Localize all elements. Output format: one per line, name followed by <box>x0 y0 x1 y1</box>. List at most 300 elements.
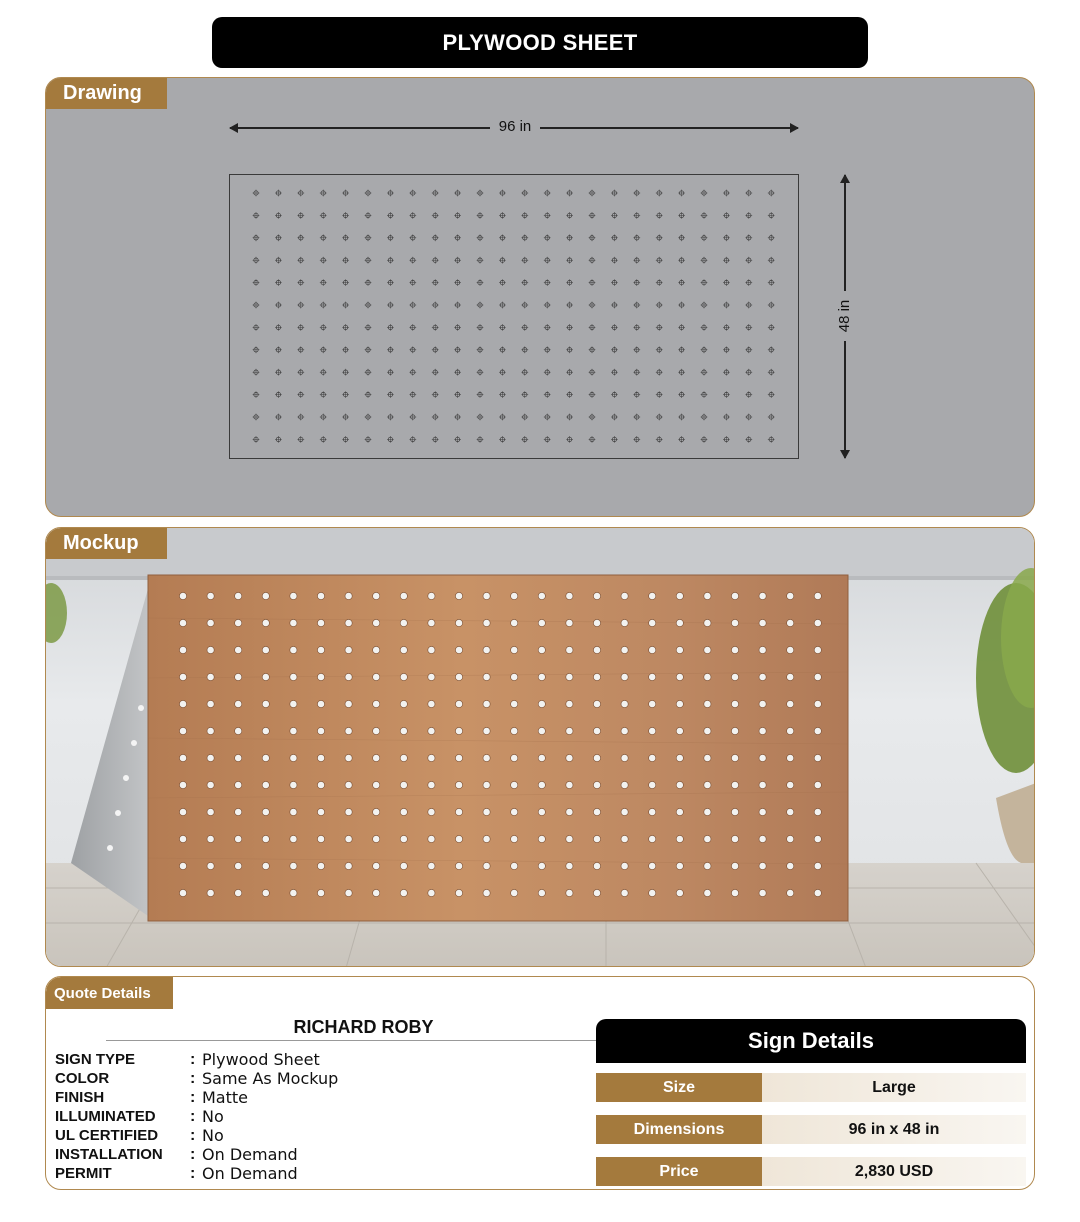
mockup-hole <box>179 700 186 707</box>
mockup-hole <box>455 646 462 653</box>
mockup-hole <box>814 862 821 869</box>
drawing-hole <box>678 369 685 376</box>
drawing-hole <box>745 279 752 286</box>
drawing-hole <box>723 369 730 376</box>
drawing-hole <box>387 257 394 264</box>
drawing-hole <box>409 212 416 219</box>
drawing-hole <box>387 190 394 197</box>
mockup-hole <box>400 619 407 626</box>
drawing-hole <box>768 414 775 421</box>
spec-value: No <box>202 1107 224 1126</box>
drawing-hole <box>387 234 394 241</box>
drawing-hole <box>297 302 304 309</box>
drawing-hole <box>342 436 349 443</box>
mockup-hole <box>262 781 269 788</box>
spec-colon: : <box>190 1088 196 1106</box>
drawing-hole <box>409 257 416 264</box>
mockup-hole <box>759 781 766 788</box>
drawing-hole <box>589 234 596 241</box>
mockup-hole <box>649 592 656 599</box>
drawing-hole <box>275 369 282 376</box>
drawing-hole <box>633 324 640 331</box>
mockup-hole <box>649 727 656 734</box>
drawing-hole <box>723 346 730 353</box>
drawing-hole <box>275 391 282 398</box>
mockup-hole <box>511 889 518 896</box>
spec-value: Plywood Sheet <box>202 1050 320 1069</box>
drawing-hole <box>521 302 528 309</box>
mockup-hole <box>593 754 600 761</box>
spec-value: Same As Mockup <box>202 1069 339 1088</box>
mockup-hole <box>511 727 518 734</box>
mockup-hole <box>207 835 214 842</box>
drawing-hole <box>521 257 528 264</box>
drawing-hole <box>611 324 618 331</box>
spec-row <box>55 1050 338 1069</box>
drawing-hole <box>320 436 327 443</box>
drawing-hole <box>701 346 708 353</box>
drawing-hole <box>432 324 439 331</box>
spec-label: ILLUMINATED <box>55 1108 156 1125</box>
mockup-hole <box>455 619 462 626</box>
mockup-hole <box>262 862 269 869</box>
drawing-hole <box>701 414 708 421</box>
drawing-hole <box>768 324 775 331</box>
drawing-hole <box>745 257 752 264</box>
drawing-hole <box>499 391 506 398</box>
mockup-hole <box>400 700 407 707</box>
drawing-hole <box>454 436 461 443</box>
drawing-hole <box>633 414 640 421</box>
drawing-hole <box>633 436 640 443</box>
drawing-hole <box>432 302 439 309</box>
drawing-hole <box>454 257 461 264</box>
mockup-hole <box>538 727 545 734</box>
drawing-hole <box>701 257 708 264</box>
drawing-hole <box>297 279 304 286</box>
sign-detail-value: Large <box>762 1073 1026 1102</box>
mockup-hole <box>179 889 186 896</box>
drawing-hole <box>477 234 484 241</box>
drawing-hole <box>253 324 260 331</box>
mockup-hole <box>566 673 573 680</box>
drawing-hole <box>768 369 775 376</box>
spec-row <box>55 1164 338 1183</box>
drawing-hole <box>387 414 394 421</box>
drawing-hole <box>297 369 304 376</box>
mockup-hole <box>400 754 407 761</box>
mockup-hole <box>400 889 407 896</box>
drawing-hole <box>432 257 439 264</box>
spec-colon: : <box>190 1126 196 1144</box>
drawing-hole <box>387 212 394 219</box>
mockup-hole <box>704 592 711 599</box>
mockup-hole <box>455 727 462 734</box>
drawing-hole <box>633 212 640 219</box>
mockup-hole <box>538 835 545 842</box>
mockup-hole <box>538 619 545 626</box>
drawing-hole <box>365 369 372 376</box>
drawing-hole <box>342 369 349 376</box>
mockup-hole <box>704 619 711 626</box>
drawing-hole <box>275 324 282 331</box>
mockup-hole <box>455 754 462 761</box>
drawing-hole <box>342 279 349 286</box>
drawing-hole <box>387 436 394 443</box>
drawing-hole <box>544 324 551 331</box>
drawing-hole <box>409 279 416 286</box>
mockup-hole <box>593 808 600 815</box>
drawing-hole <box>432 279 439 286</box>
drawing-hole <box>477 391 484 398</box>
drawing-hole <box>678 302 685 309</box>
mockup-hole <box>621 862 628 869</box>
drawing-hole <box>320 234 327 241</box>
sign-detail-value: 96 in x 48 in <box>762 1115 1026 1144</box>
drawing-hole <box>768 391 775 398</box>
drawing-hole <box>566 279 573 286</box>
mockup-hole <box>400 862 407 869</box>
mockup-hole <box>179 862 186 869</box>
mockup-hole <box>290 673 297 680</box>
drawing-hole <box>544 234 551 241</box>
drawing-hole <box>678 279 685 286</box>
mockup-hole <box>262 835 269 842</box>
drawing-hole <box>701 324 708 331</box>
mockup-hole <box>538 808 545 815</box>
drawing-hole <box>544 302 551 309</box>
drawing-hole <box>656 279 663 286</box>
mockup-hole <box>428 754 435 761</box>
mockup-hole <box>235 835 242 842</box>
mockup-hole <box>621 646 628 653</box>
drawing-hole <box>342 302 349 309</box>
drawing-hole <box>566 324 573 331</box>
mockup-hole <box>262 592 269 599</box>
drawing-hole <box>566 369 573 376</box>
drawing-hole <box>387 279 394 286</box>
drawing-hole <box>768 212 775 219</box>
drawing-hole <box>275 234 282 241</box>
drawing-hole <box>387 302 394 309</box>
drawing-hole <box>387 369 394 376</box>
mockup-hole <box>787 592 794 599</box>
mockup-hole <box>483 592 490 599</box>
drawing-hole <box>678 391 685 398</box>
mockup-hole <box>566 889 573 896</box>
mockup-hole <box>345 619 352 626</box>
mockup-hole <box>455 673 462 680</box>
mockup-hole <box>676 727 683 734</box>
mockup-hole <box>759 889 766 896</box>
mockup-hole <box>290 619 297 626</box>
mockup-hole <box>235 862 242 869</box>
spec-row <box>55 1107 338 1126</box>
mockup-image <box>46 528 1035 967</box>
mockup-hole <box>593 862 600 869</box>
mockup-hole <box>676 781 683 788</box>
mockup-hole <box>814 889 821 896</box>
mockup-hole <box>207 700 214 707</box>
mockup-hole <box>787 808 794 815</box>
drawing-hole <box>432 391 439 398</box>
mockup-hole <box>538 646 545 653</box>
mockup-hole <box>511 862 518 869</box>
drawing-hole <box>320 190 327 197</box>
drawing-hole <box>342 190 349 197</box>
drawing-hole <box>701 212 708 219</box>
drawing-hole <box>342 414 349 421</box>
drawing-hole <box>320 414 327 421</box>
mockup-hole <box>704 862 711 869</box>
drawing-hole <box>544 369 551 376</box>
drawing-hole <box>589 346 596 353</box>
drawing-hole <box>477 302 484 309</box>
drawing-hole <box>589 212 596 219</box>
drawing-hole <box>320 212 327 219</box>
drawing-hole <box>633 279 640 286</box>
drawing-hole <box>275 302 282 309</box>
drawing-hole <box>499 279 506 286</box>
drawing-hole <box>723 234 730 241</box>
mockup-hole <box>787 781 794 788</box>
drawing-hole <box>477 414 484 421</box>
drawing-hole <box>611 190 618 197</box>
mockup-hole <box>814 646 821 653</box>
drawing-hole <box>656 436 663 443</box>
drawing-hole <box>297 190 304 197</box>
spec-colon: : <box>190 1107 196 1125</box>
drawing-hole <box>745 391 752 398</box>
drawing-hole <box>432 234 439 241</box>
mockup-hole <box>179 781 186 788</box>
mockup-hole <box>207 727 214 734</box>
mockup-hole <box>483 646 490 653</box>
mockup-hole <box>317 592 324 599</box>
mockup-hole <box>538 673 545 680</box>
drawing-hole <box>589 324 596 331</box>
mockup-hole <box>731 592 738 599</box>
drawing-hole <box>297 212 304 219</box>
drawing-hole <box>275 414 282 421</box>
spec-value: On Demand <box>202 1164 298 1183</box>
drawing-hole <box>454 391 461 398</box>
drawing-hole <box>297 436 304 443</box>
mockup-hole <box>373 862 380 869</box>
mockup-hole <box>511 808 518 815</box>
drawing-hole <box>320 302 327 309</box>
drawing-hole <box>611 436 618 443</box>
mockup-hole <box>538 781 545 788</box>
drawing-hole <box>544 212 551 219</box>
mockup-hole <box>621 619 628 626</box>
mockup-hole <box>262 754 269 761</box>
drawing-hole <box>499 436 506 443</box>
mockup-hole <box>400 781 407 788</box>
drawing-hole <box>275 436 282 443</box>
mockup-hole <box>455 808 462 815</box>
drawing-hole <box>566 212 573 219</box>
mockup-hole <box>731 727 738 734</box>
mockup-hole <box>814 619 821 626</box>
mockup-hole <box>179 835 186 842</box>
drawing-hole <box>701 279 708 286</box>
width-dimension-label: 96 in <box>490 118 540 135</box>
mockup-hole <box>400 673 407 680</box>
drawing-hole <box>297 346 304 353</box>
sign-detail-key: Dimensions <box>596 1115 762 1144</box>
drawing-hole <box>432 212 439 219</box>
spec-label: SIGN TYPE <box>55 1051 136 1068</box>
drawing-hole <box>521 436 528 443</box>
mockup-hole <box>290 727 297 734</box>
mockup-panel <box>45 527 1035 967</box>
mockup-hole <box>290 781 297 788</box>
mockup-hole <box>179 646 186 653</box>
drawing-hole <box>342 391 349 398</box>
drawing-hole <box>297 257 304 264</box>
mockup-hole <box>207 754 214 761</box>
drawing-hole <box>768 436 775 443</box>
mockup-hole <box>593 592 600 599</box>
drawing-hole <box>745 369 752 376</box>
drawing-hole <box>701 234 708 241</box>
drawing-hole <box>432 414 439 421</box>
mockup-hole <box>787 754 794 761</box>
drawing-hole <box>253 414 260 421</box>
mockup-hole <box>566 646 573 653</box>
drawing-hole <box>544 414 551 421</box>
mockup-hole <box>373 754 380 761</box>
drawing-hole <box>253 234 260 241</box>
mockup-hole <box>290 889 297 896</box>
mockup-hole <box>676 889 683 896</box>
mockup-hole <box>345 808 352 815</box>
drawing-hole <box>365 346 372 353</box>
customer-divider <box>106 1040 621 1041</box>
drawing-hole <box>454 369 461 376</box>
drawing-hole <box>409 346 416 353</box>
mockup-hole <box>290 700 297 707</box>
drawing-hole <box>566 234 573 241</box>
mockup-hole <box>373 808 380 815</box>
drawing-hole <box>768 279 775 286</box>
mockup-hole <box>731 835 738 842</box>
drawing-hole <box>320 391 327 398</box>
mockup-hole <box>235 646 242 653</box>
mockup-hole <box>759 727 766 734</box>
mockup-hole <box>511 646 518 653</box>
mockup-hole <box>317 673 324 680</box>
drawing-hole <box>454 346 461 353</box>
sign-detail-key: Price <box>596 1157 762 1186</box>
mockup-hole <box>731 754 738 761</box>
drawing-hole <box>275 257 282 264</box>
mockup-hole <box>704 835 711 842</box>
drawing-hole <box>566 346 573 353</box>
drawing-hole <box>365 414 372 421</box>
spec-colon: : <box>190 1050 196 1068</box>
mockup-hole <box>511 592 518 599</box>
spec-label: FINISH <box>55 1089 105 1106</box>
mockup-hole <box>593 646 600 653</box>
mockup-hole <box>373 646 380 653</box>
mockup-hole <box>179 808 186 815</box>
mockup-hole <box>566 835 573 842</box>
mockup-hole <box>621 754 628 761</box>
mockup-hole <box>483 835 490 842</box>
drawing-hole <box>723 257 730 264</box>
page-title: PLYWOOD SHEET <box>212 17 868 68</box>
drawing-hole <box>656 324 663 331</box>
drawing-hole <box>566 190 573 197</box>
drawing-hole <box>320 324 327 331</box>
mockup-hole <box>759 862 766 869</box>
drawing-hole <box>499 302 506 309</box>
drawing-hole <box>275 212 282 219</box>
mockup-hole <box>179 619 186 626</box>
mockup-hole <box>483 727 490 734</box>
drawing-hole <box>253 346 260 353</box>
drawing-hole <box>499 234 506 241</box>
mockup-hole <box>787 673 794 680</box>
mockup-hole <box>317 862 324 869</box>
mockup-hole <box>649 646 656 653</box>
mockup-hole <box>511 754 518 761</box>
drawing-hole <box>701 190 708 197</box>
mockup-hole <box>400 727 407 734</box>
mockup-hole <box>428 700 435 707</box>
mockup-hole <box>483 754 490 761</box>
mockup-hole <box>290 754 297 761</box>
mockup-hole <box>538 889 545 896</box>
drawing-hole <box>745 302 752 309</box>
mockup-hole <box>317 646 324 653</box>
drawing-hole <box>454 279 461 286</box>
sheet-outline <box>229 174 799 459</box>
drawing-hole <box>342 257 349 264</box>
mockup-hole <box>317 835 324 842</box>
drawing-hole <box>566 302 573 309</box>
spec-row <box>55 1126 338 1145</box>
mockup-hole <box>317 889 324 896</box>
drawing-hole <box>611 346 618 353</box>
mockup-hole <box>290 862 297 869</box>
mockup-hole <box>511 781 518 788</box>
mockup-hole <box>704 646 711 653</box>
drawing-hole <box>656 302 663 309</box>
drawing-hole <box>678 257 685 264</box>
mockup-hole <box>759 835 766 842</box>
sign-detail-dimensions-row <box>596 1115 1026 1144</box>
mockup-hole <box>676 646 683 653</box>
mockup-hole <box>787 727 794 734</box>
mockup-hole <box>483 862 490 869</box>
drawing-hole <box>365 212 372 219</box>
drawing-hole <box>253 391 260 398</box>
mockup-hole <box>400 592 407 599</box>
mockup-hole <box>345 673 352 680</box>
drawing-hole <box>253 279 260 286</box>
mockup-hole <box>538 592 545 599</box>
drawing-hole <box>678 190 685 197</box>
drawing-hole <box>544 279 551 286</box>
mockup-hole <box>428 781 435 788</box>
drawing-hole <box>432 369 439 376</box>
mockup-hole <box>704 889 711 896</box>
mockup-hole <box>511 835 518 842</box>
mockup-hole <box>704 673 711 680</box>
